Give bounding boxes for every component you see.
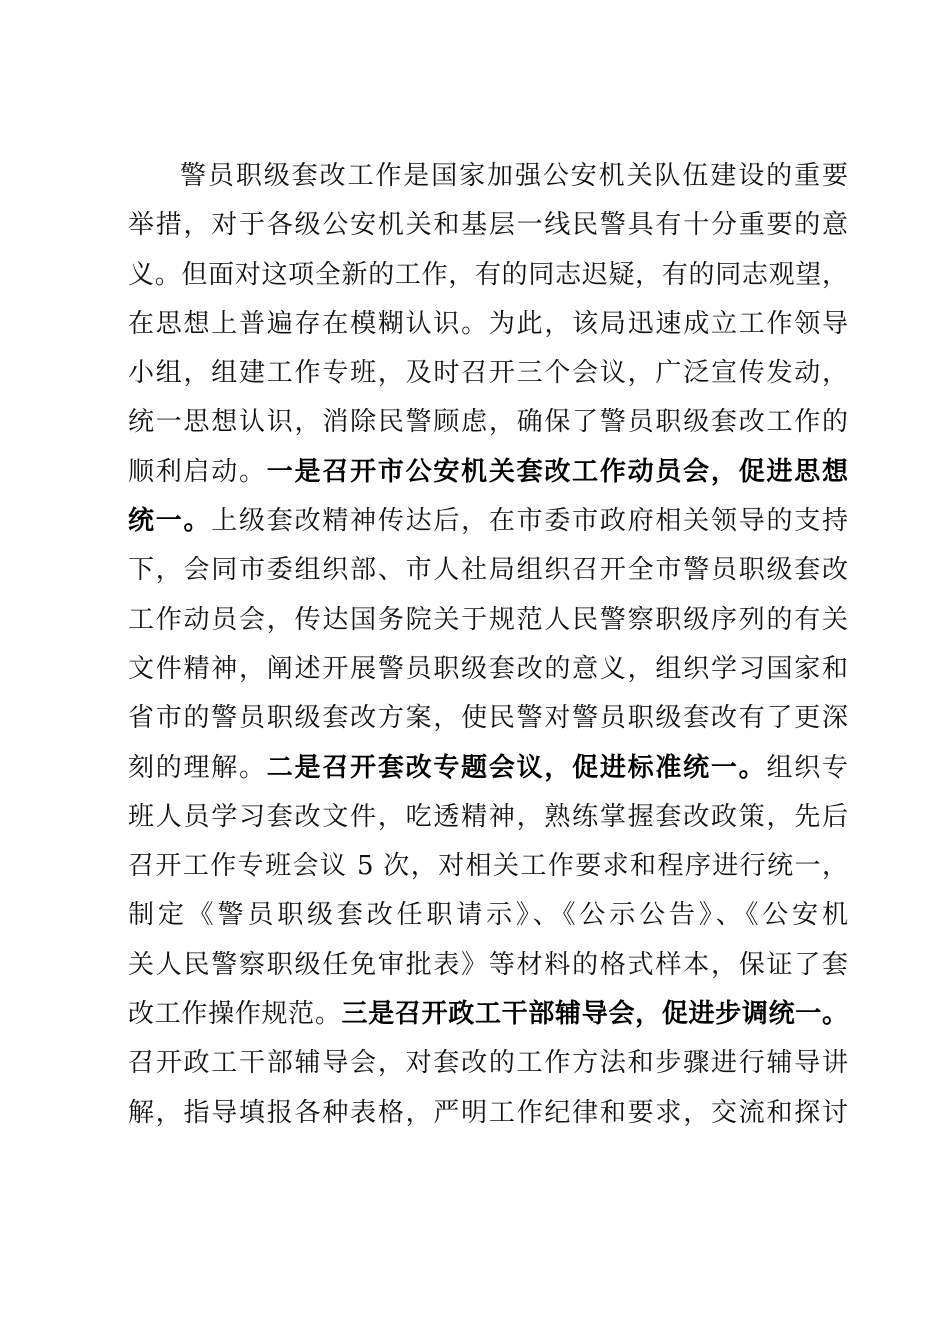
text-segment: 义。但面对这项全新的工作，有的同志迟疑，有的同志观望， (128, 259, 848, 290)
text-segment: 警员职级套改工作是国家加强公安机关队伍建设的重要 (180, 161, 848, 191)
text-line (128, 1089, 848, 1138)
text-segment: 文件精神，阐述开展警员职级套改的意义，组织学习国家和 (128, 653, 848, 684)
text-line (128, 1039, 848, 1088)
text-segment: 刻的理解。 (128, 752, 267, 783)
text-line (128, 793, 848, 842)
text-segment: 省市的警员职级套改方案，使民警对警员职级套改有了更深 (128, 703, 848, 734)
text-segment: 解，指导填报各种表格，严明工作纪律和要求，交流和探讨 (128, 1097, 848, 1128)
text-line (128, 398, 848, 447)
text-segment: 统一思想认识，消除民警顾虑，确保了警员职级套改工作的 (128, 407, 848, 438)
bold-heading-segment: 二是召开套改专题会议，促进标准统一。 (266, 752, 767, 783)
text-segment: 举措，对于各级公安机关和基层一线民警具有十分重要的意 (128, 210, 848, 241)
text-line (128, 349, 848, 398)
text-line (128, 448, 848, 497)
bold-heading-segment: 三是召开政工干部辅导会，促进步调统一。 (341, 999, 848, 1030)
text-segment: 组织专 (766, 752, 848, 783)
text-line (128, 497, 848, 546)
text-line (128, 990, 848, 1039)
body-paragraph (128, 152, 848, 1138)
text-line (128, 694, 848, 743)
text-segment: 下，会同市委组织部、市人社局组织召开全市警员职级套改 (128, 555, 848, 586)
text-segment: 上级套改精神传达后，在市委市政府相关领导的支持 (211, 506, 848, 537)
bold-heading-segment: 一是召开市公安机关套改工作动员会，促进思想 (266, 456, 848, 487)
text-segment: 班人员学习套改文件，吃透精神，熟练掌握套改政策，先后 (128, 801, 848, 832)
text-segment: 关人民警察职级任免审批表》等材料的格式样本，保证了套 (128, 949, 848, 980)
text-segment: 在思想上普遍存在模糊认识。为此，该局迅速成立工作领导 (128, 308, 848, 339)
text-segment: 召开政工干部辅导会，对套改的工作方法和步骤进行辅导讲 (128, 1048, 848, 1079)
text-segment: 召开工作专班会议 5 次，对相关工作要求和程序进行统一， (128, 851, 848, 882)
text-segment: 小组，组建工作专班，及时召开三个会议，广泛宣传发动， (128, 358, 848, 389)
text-segment: 制定《警员职级套改任职请示》、《公示公告》、《公安机 (128, 900, 848, 931)
bold-heading-segment: 统一。 (128, 506, 212, 537)
text-line (128, 201, 848, 250)
text-line (128, 645, 848, 694)
text-line (128, 251, 848, 300)
text-line (128, 546, 848, 595)
text-line (128, 596, 848, 645)
text-line (128, 152, 848, 201)
text-line (128, 842, 848, 891)
text-segment: 改工作操作规范。 (128, 999, 342, 1030)
text-line (128, 744, 848, 793)
text-segment: 工作动员会，传达国务院关于规范人民警察职级序列的有关 (128, 604, 848, 635)
text-line (128, 300, 848, 349)
text-line (128, 941, 848, 990)
text-segment: 顺利启动。 (128, 456, 267, 487)
text-line (128, 891, 848, 940)
